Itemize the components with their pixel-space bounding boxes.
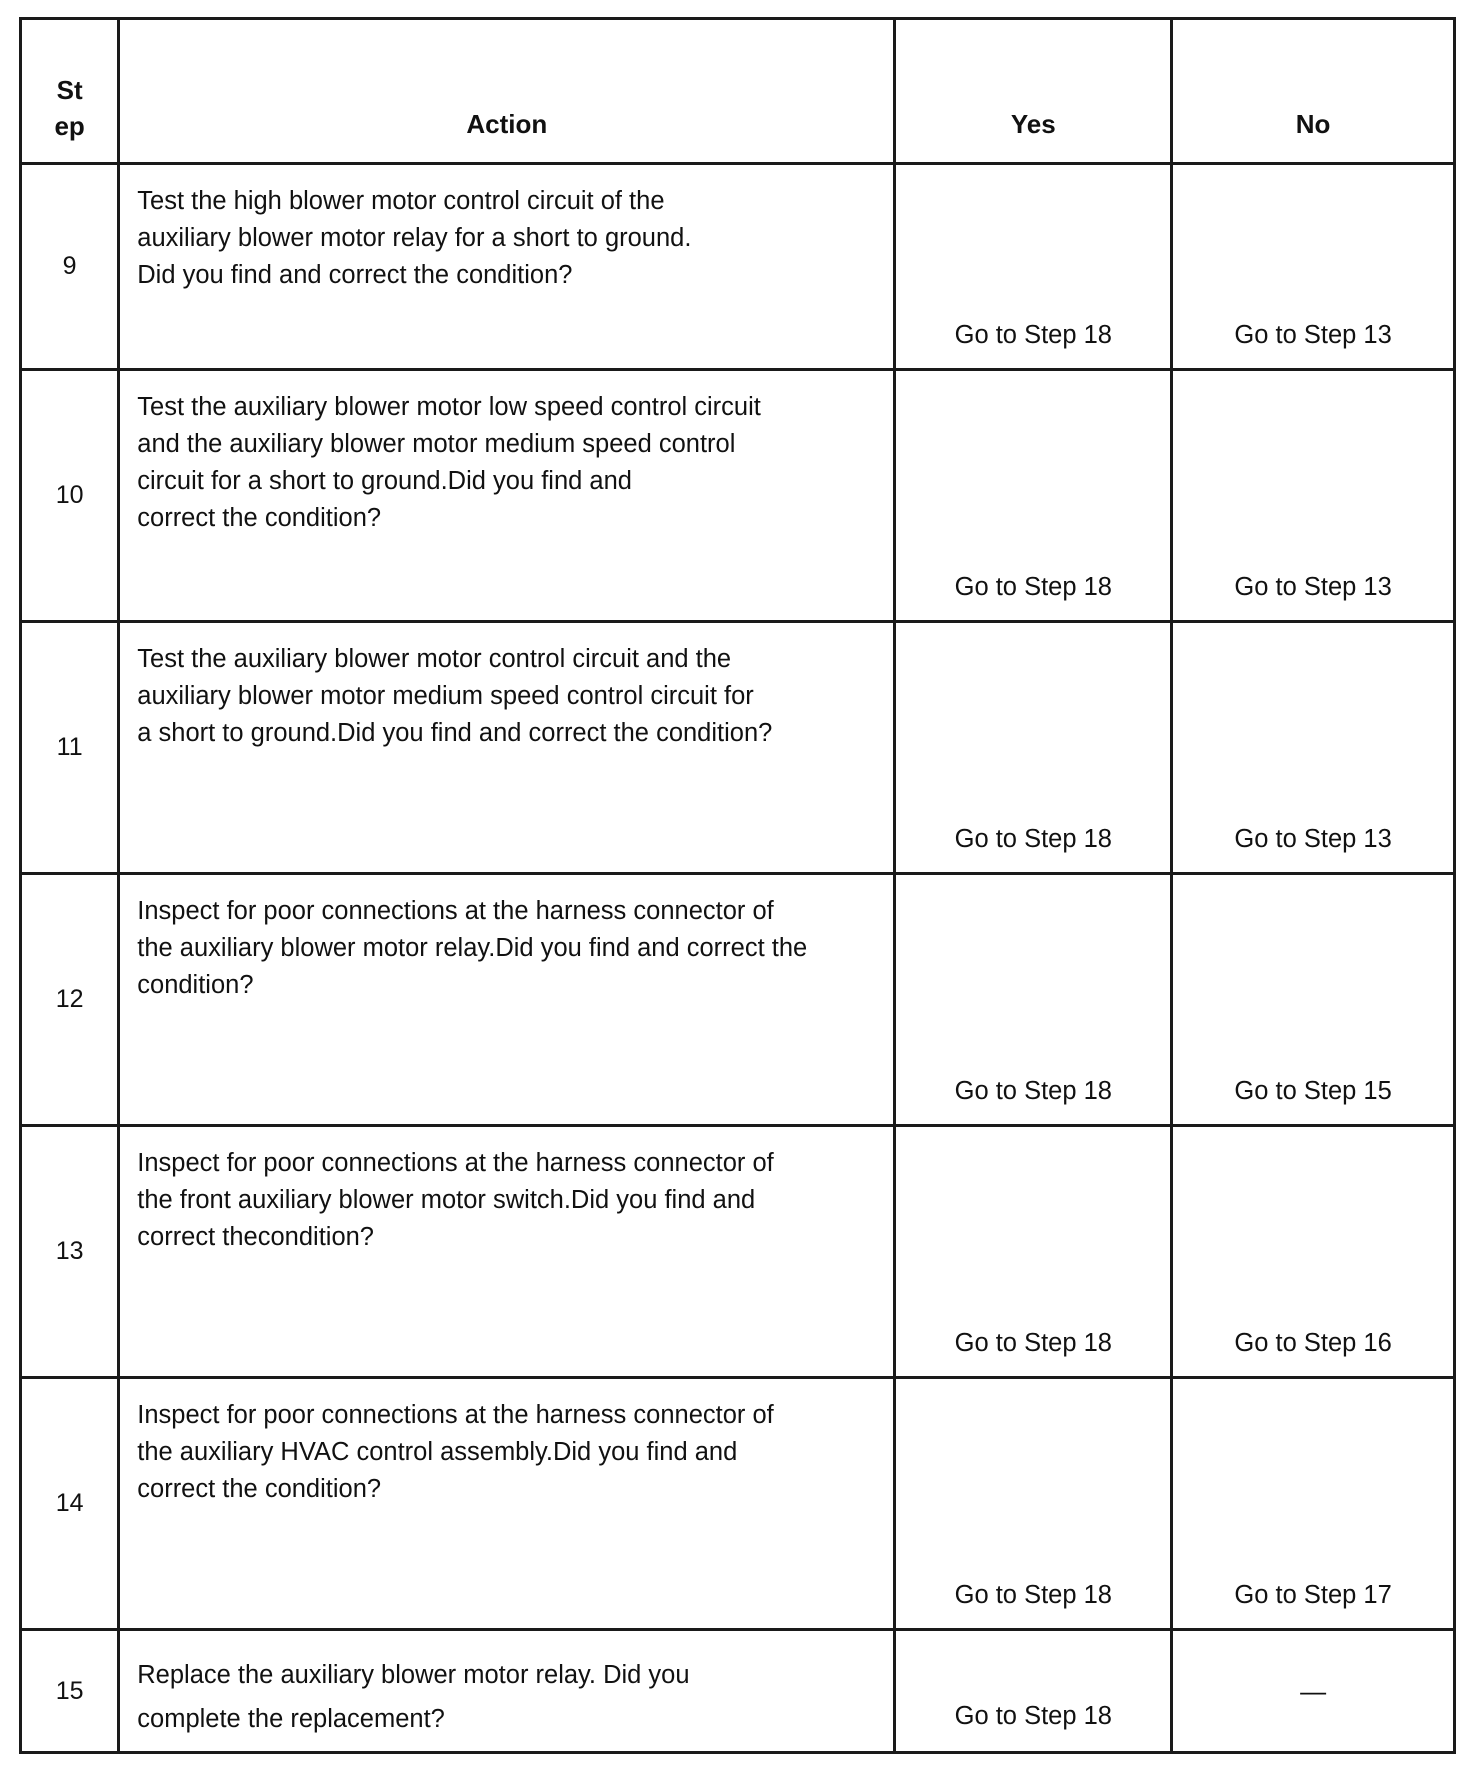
action-text: Replace the auxiliary blower motor relay. Did you complete the replacement? [119,1630,895,1753]
step-number: 10 [21,370,119,622]
header-step: St ep [21,19,119,164]
yes-result: Go to Step 18 [895,1630,1172,1753]
action-text: Inspect for poor connections at the harness connector of the auxiliary HVAC control assembly.Did you find and correct the condition? [119,1378,895,1630]
table-row [21,874,1455,1126]
step-number: 9 [21,164,119,370]
table-row [21,370,1455,622]
no-result: — [1172,1630,1455,1753]
diagnostic-table [19,17,1456,1754]
step-number: 11 [21,622,119,874]
action-text: Test the high blower motor control circuit of the auxiliary blower motor relay for a short to ground. Did you find and correct the condition? [119,164,895,370]
step-number: 12 [21,874,119,1126]
table-row [21,622,1455,874]
header-yes: Yes [895,19,1172,164]
step-number: 13 [21,1126,119,1378]
no-result: Go to Step 16 [1172,1126,1455,1378]
yes-result: Go to Step 18 [895,1378,1172,1630]
yes-result: Go to Step 18 [895,622,1172,874]
step-number: 15 [21,1630,119,1753]
yes-result: Go to Step 18 [895,874,1172,1126]
yes-result: Go to Step 18 [895,1126,1172,1378]
header-no: No [1172,19,1455,164]
action-text: Inspect for poor connections at the harness connector of the auxiliary blower motor relay.Did you find and correct the condition? [119,874,895,1126]
no-result: Go to Step 13 [1172,370,1455,622]
no-result: Go to Step 13 [1172,164,1455,370]
yes-result: Go to Step 18 [895,370,1172,622]
no-result: Go to Step 17 [1172,1378,1455,1630]
action-text: Inspect for poor connections at the harness connector of the front auxiliary blower motor switch.Did you find and correct thecondition? [119,1126,895,1378]
table-row [21,1126,1455,1378]
step-number: 14 [21,1378,119,1630]
yes-result: Go to Step 18 [895,164,1172,370]
no-result: Go to Step 15 [1172,874,1455,1126]
header-action: Action [119,19,895,164]
table-row [21,1378,1455,1630]
action-text: Test the auxiliary blower motor control circuit and the auxiliary blower motor medium speed control circuit for a short to ground.Did you find and correct the condition? [119,622,895,874]
table-header-row [21,19,1455,164]
action-text: Test the auxiliary blower motor low speed control circuit and the auxiliary blower motor medium speed control circuit for a short to ground.Did you find and correct the condition? [119,370,895,622]
table-row [21,1630,1455,1753]
table-row [21,164,1455,370]
no-result: Go to Step 13 [1172,622,1455,874]
